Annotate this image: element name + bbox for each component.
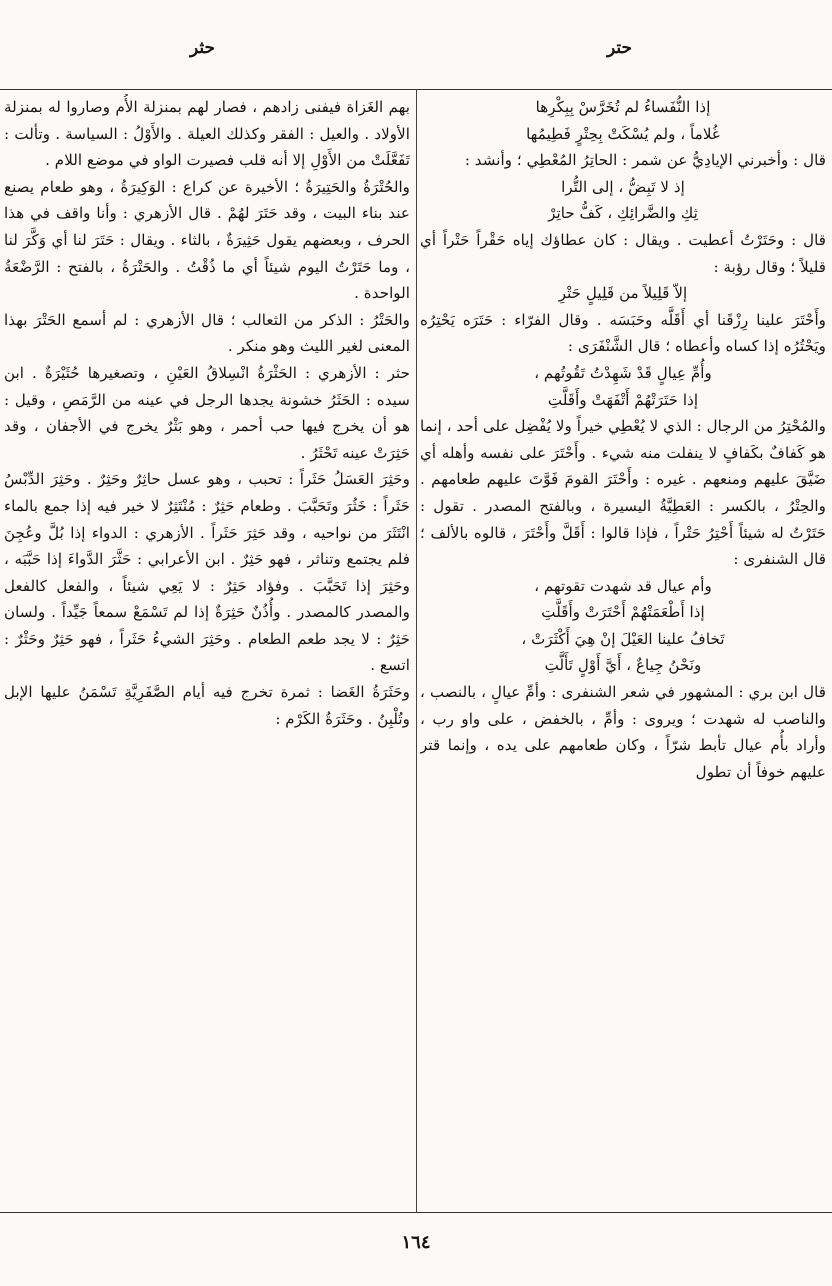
- page-number: ١٦٤: [401, 1232, 431, 1253]
- prose-paragraph: حثر : الأزهري : الحَثْرَةُ انْسِلاقُ العَيْنِ ، وتصغيرها حُثَيْرَةٌ . ابن سيده : الحَثَرُ خشونة يجدها الرجل في عينه من الرَّمَصِ ، وقيل : هو أن يخرج فيها حب أحمر ، وهو بَثْرٌ يخرج في الأجفان ، وقد حَثِرَتْ عينه تَحْثَرُ .: [4, 363, 410, 462]
- prose-paragraph: والحَتْرُ : الذكر من الثعالب ؛ قال الأزهري : لم أسمع الحَتْرَ بهذا المعنى لغير الليث وهو منكر .: [4, 310, 410, 356]
- verse-line: إذا النُّفَساءُ لم تُخَرَّسْ بِبِكْرِها: [535, 98, 711, 116]
- verse-line: ثِكِ والضَّرائِكِ ، كَفُّ حاتِرْ: [548, 204, 698, 223]
- column-divider: [416, 90, 417, 1212]
- verse-line: وأُمِّ عِيالٍ قَدْ شَهِدْتُ تَقُوتُهم ،: [534, 363, 712, 382]
- right-column: [420, 94, 826, 1206]
- prose-paragraph: والمُحْتِرُ من الرجال : الذي لا يُعْطِي خيراً ولا يُفْضِل على أحد ، إنما هو كَفافٌ بكَفافٍ لا ينفلت منه شيء . وأَحْتَرَ على نفسه وأهله أي ضَيَّقَ عليهم ومنعهم . غيره : وأَحْتَرَ القومَ فَوَّتَ عليهم طعامهم . والحِتْرُ ، بالكسر : العَطِيَّةُ اليسيرة ، وبالفتح المصدر . تقول : حَتَرْتُ له شيئاً أَحْتِرُ حَتْراً ، فإذا قالوا : أَقَلَّ وأَحْتَرَ ، قالوه بالألف ؛ قال الشنفرى :: [420, 417, 826, 569]
- running-header-right: حتر: [606, 38, 632, 58]
- prose-paragraph: والحُتْرَةُ والحَتِيرَةُ ؛ الأخيرة عن كراع : الوَكِيرَةُ ، وهو طعام يصنع عند بناء البيت ، وقد حَتَرَ لهُمْ . قال الأزهري : وأنا واقف في هذا الحرف ، وبعضهم يقول حَثِيرَةٌ ، بالثاء . ويقال : حَتَرَ لنا أي وَكَّرَ لنا ، وما حَتَرْتُ اليوم شيئاً أي ما ذُقْتُ . والحَتْرَةُ ، بالفتح : الرَّضْعَةُ الواحدة .: [4, 177, 410, 303]
- prose-paragraph: بهم الغَزاة فيفنى زادهم ، فصار لهم بمنزلة الأُم وصاروا له بمنزلة الأولاد . والعيل : الفقر وكذلك العيلة . والأَوْلُ : السياسة . وتألت : تَفَعَّلَتْ من الأَوْلِ إلا أنه قلب فصيرت الواو في موضع اللام .: [4, 98, 410, 170]
- left-column: [4, 94, 410, 1206]
- verse-line: وأم عيال قد شهدت تقوتهم ،: [534, 576, 712, 595]
- prose-paragraph: قال : وحَتَرْتُ أعطيت . ويقال : كان عطاؤك إياه حَقْراً حَتْراً أي قليلاً ؛ وقال رؤبة :: [420, 230, 826, 276]
- prose-paragraph: وحَثَرَةُ الغَضا : ثمرة تخرج فيه أيام الصَّفَرِيَّةِ تَسْمَنُ عليها الإبل وتُلْبِنُ . وحَثَرَةُ الكَرْم :: [4, 683, 410, 728]
- verse-line: إذا أَطْعَمَتْهُمْ أَحْتَرَتْ وأَقَلَّتِ: [541, 603, 705, 622]
- footer-rule: [0, 1212, 832, 1213]
- verse-line: غُلاماً ، ولم يُسْكَتْ بِحِتْرٍ فَطِيمُها: [526, 124, 720, 143]
- prose-paragraph: وحَثِرَ العَسَلُ حَثَراً : تحبب ، وهو عسل حاثِرٌ وحَثِرٌ . وحَثِرَ الدِّبْسُ حَثَراً : خَثُرَ وتَحَبَّبَ . وطعام حَثِرٌ : مُنْتَثِرٌ لا خير فيه إذا جمع بالماء انْتَثَرَ من نواحيه ، وقد حَثِرَ حَثَراً . الأزهري : الدواء إذا بُلَّ وعُجِنَ فلم يجتمع وتناثر ، فهو حَثِرٌ . ابن الأعرابي : حَثَّرَ الدَّواءَ إذا حَبَّبَه ، وحَثِرَ إذا تَحَبَّبَ . وفؤاد حَثِرٌ : لا يَعِي شيئاً ، والفعل كالفعل والمصدر كالمصدر . وأُذُنٌ حَثِرَةٌ إذا لم تَسْمَعْ سمعاً جَيِّداً . ولسان حَثِرٌ : لا يجد طعم الطعام . وحَثِرَ الشيءُ حَثَراً ، فهو حَثِرٌ وحَثْرٌ : اتسع .: [4, 470, 410, 675]
- verse-line: إذا حَتَرَتْهُمْ أَتْفَهَتْ وأَقَلَّتِ: [547, 390, 699, 409]
- prose-paragraph: قال ابن بري : المشهور في شعر الشنفرى : وأمِّ عيالٍ ، بالنصب ، والناصب له شهدت ؛ ويروى : وأمِّ ، بالخفض ، على واو رب ، وأراد بأُم عيال تأبط شرّاً ، وكان طعامهم على يده ، وإنما قتر عليهم خوفاً أن تطول: [420, 683, 826, 781]
- prose-paragraph: وأَحْتَرَ علينا رِزْقَنا أي أَقَلَّه وحَبَسَه . وقال الفرّاء : حَتَرَه يَحْتِرُه ويَحْتُرُه إذا كساه وأعطاه ؛ قال الشَّنْفَرَى :: [420, 310, 826, 356]
- verse-line: إذ لا تَبِضُّ ، إلى التُّرا: [561, 177, 685, 196]
- verse-line: تَخافُ علينا العَيْلَ إنْ هِيَ أَكْثَرَتْ ،: [521, 629, 725, 648]
- verse-line: ونَحْنُ جِياعٌ ، أَيَّ أَوْلٍ تَأَلَّتِ: [544, 656, 702, 675]
- verse-line: إلاّ قَلِيلاً من قَلِيلٍ حَتْرِ: [558, 284, 688, 303]
- running-header-left: حثر: [190, 38, 216, 58]
- prose-paragraph: قال : وأخبرني الإيادِيُّ عن شمر : الحاتِرُ المُعْطِي ؛ وأنشد :: [464, 151, 826, 170]
